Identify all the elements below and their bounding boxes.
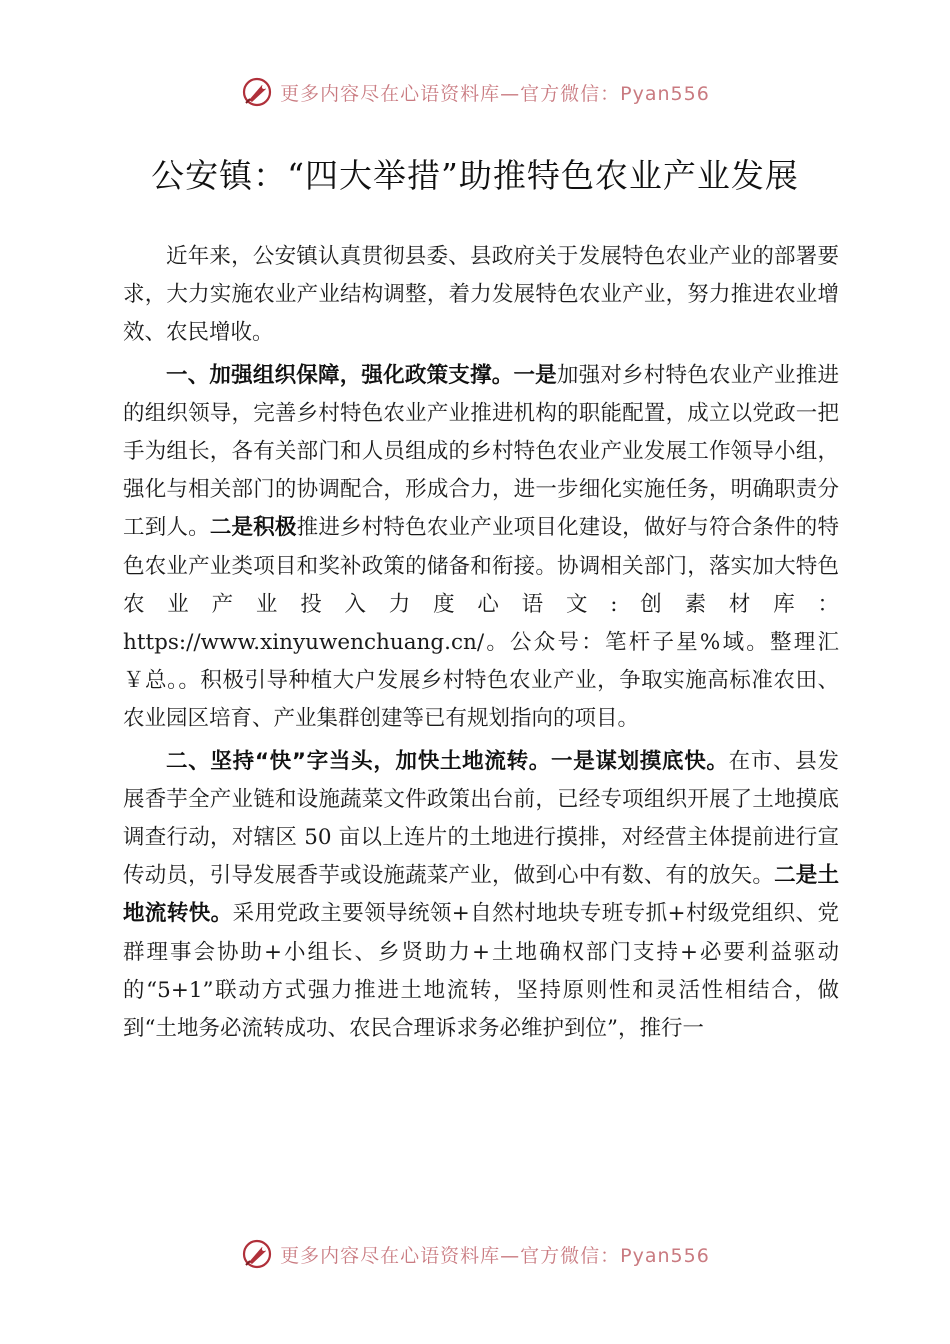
point-text: 推进乡村特色农业产业项目化建设，做好与符合条件的特色农业产业类项目和奖补政策的储备和衔接。协调相关部门，落实加大特色农业产业投入力度心语文:创素材库：https://www.xinyuwenchuang.cn/。公众号：笔杆子星%域。整理汇￥总。。积极引导种植大户发展乡村特色农业产业，争取实施高标准农田、农业园区培育、产业集群创建等已有规划指向的项目。 [123,515,839,732]
section-heading-2: 二、坚持“快”字当头，加快土地流转。 [166,748,551,774]
point-text: 在市、县发展香芋全产业链和设施蔬菜文件政策出台前，已经专项组织开展了土地摸底调查行动，对辖区 50 亩以上连片的土地进行摸排，对经营主体提前进行宣传动员，引导发展香芋或设施蔬菜产业，做到心中有数、有的放矢。 [123,748,839,889]
watermark-banner-top [0,72,950,112]
article-body [123,238,839,1048]
intro-paragraph: 近年来，公安镇认真贯彻县委、县政府关于发展特色农业产业的部署要求，大力实施农业产业结构调整，着力发展特色农业产业，努力推进农业增效、农民增收。 [123,244,839,346]
point-lead: 二是土地流转快。 [123,863,839,927]
section-heading-1: 一、加强组织保障，强化政策支撑。 [166,362,514,388]
point-text: 采用党政主要领导统领+自然村地块专班专抓+村级党组织、党群理事会协助+小组长、乡贤助力+土地确权部门支持+必要利益驱动的“5+1”联动方式强力推进土地流转，坚持原则性和灵活性相结合，做到“土地务必流转成功、农民合理诉求务必维护到位”，推行一 [123,901,839,1042]
watermark-text: 更多内容尽在心语资料库—官方微信：Pyan556 [280,1244,710,1267]
point-lead: 一是谋划摸底快。 [550,748,729,774]
pen-nib-logo-icon [240,75,274,109]
point-text: 加强对乡村特色农业产业推进的组织领导，完善乡村特色农业产业推进机构的职能配置，成立以党政一把手为组长，各有关部门和人员组成的乡村特色农业产业发展工作领导小组，强化与相关部门的协调配合，形成合力，进一步细化实施任务，明确职责分工到人。 [123,362,839,541]
page-title: 公安镇：“四大举措”助推特色农业产业发展 [151,156,799,195]
point-lead: 一是 [513,362,557,388]
point-lead: 二是积极 [209,515,297,541]
watermark-banner-bottom [0,1234,950,1274]
watermark-text: 更多内容尽在心语资料库—官方微信：Pyan556 [280,82,710,105]
section-paragraph-1 [123,357,839,739]
pen-nib-logo-icon [240,1237,274,1271]
section-paragraph-2 [123,743,839,1049]
